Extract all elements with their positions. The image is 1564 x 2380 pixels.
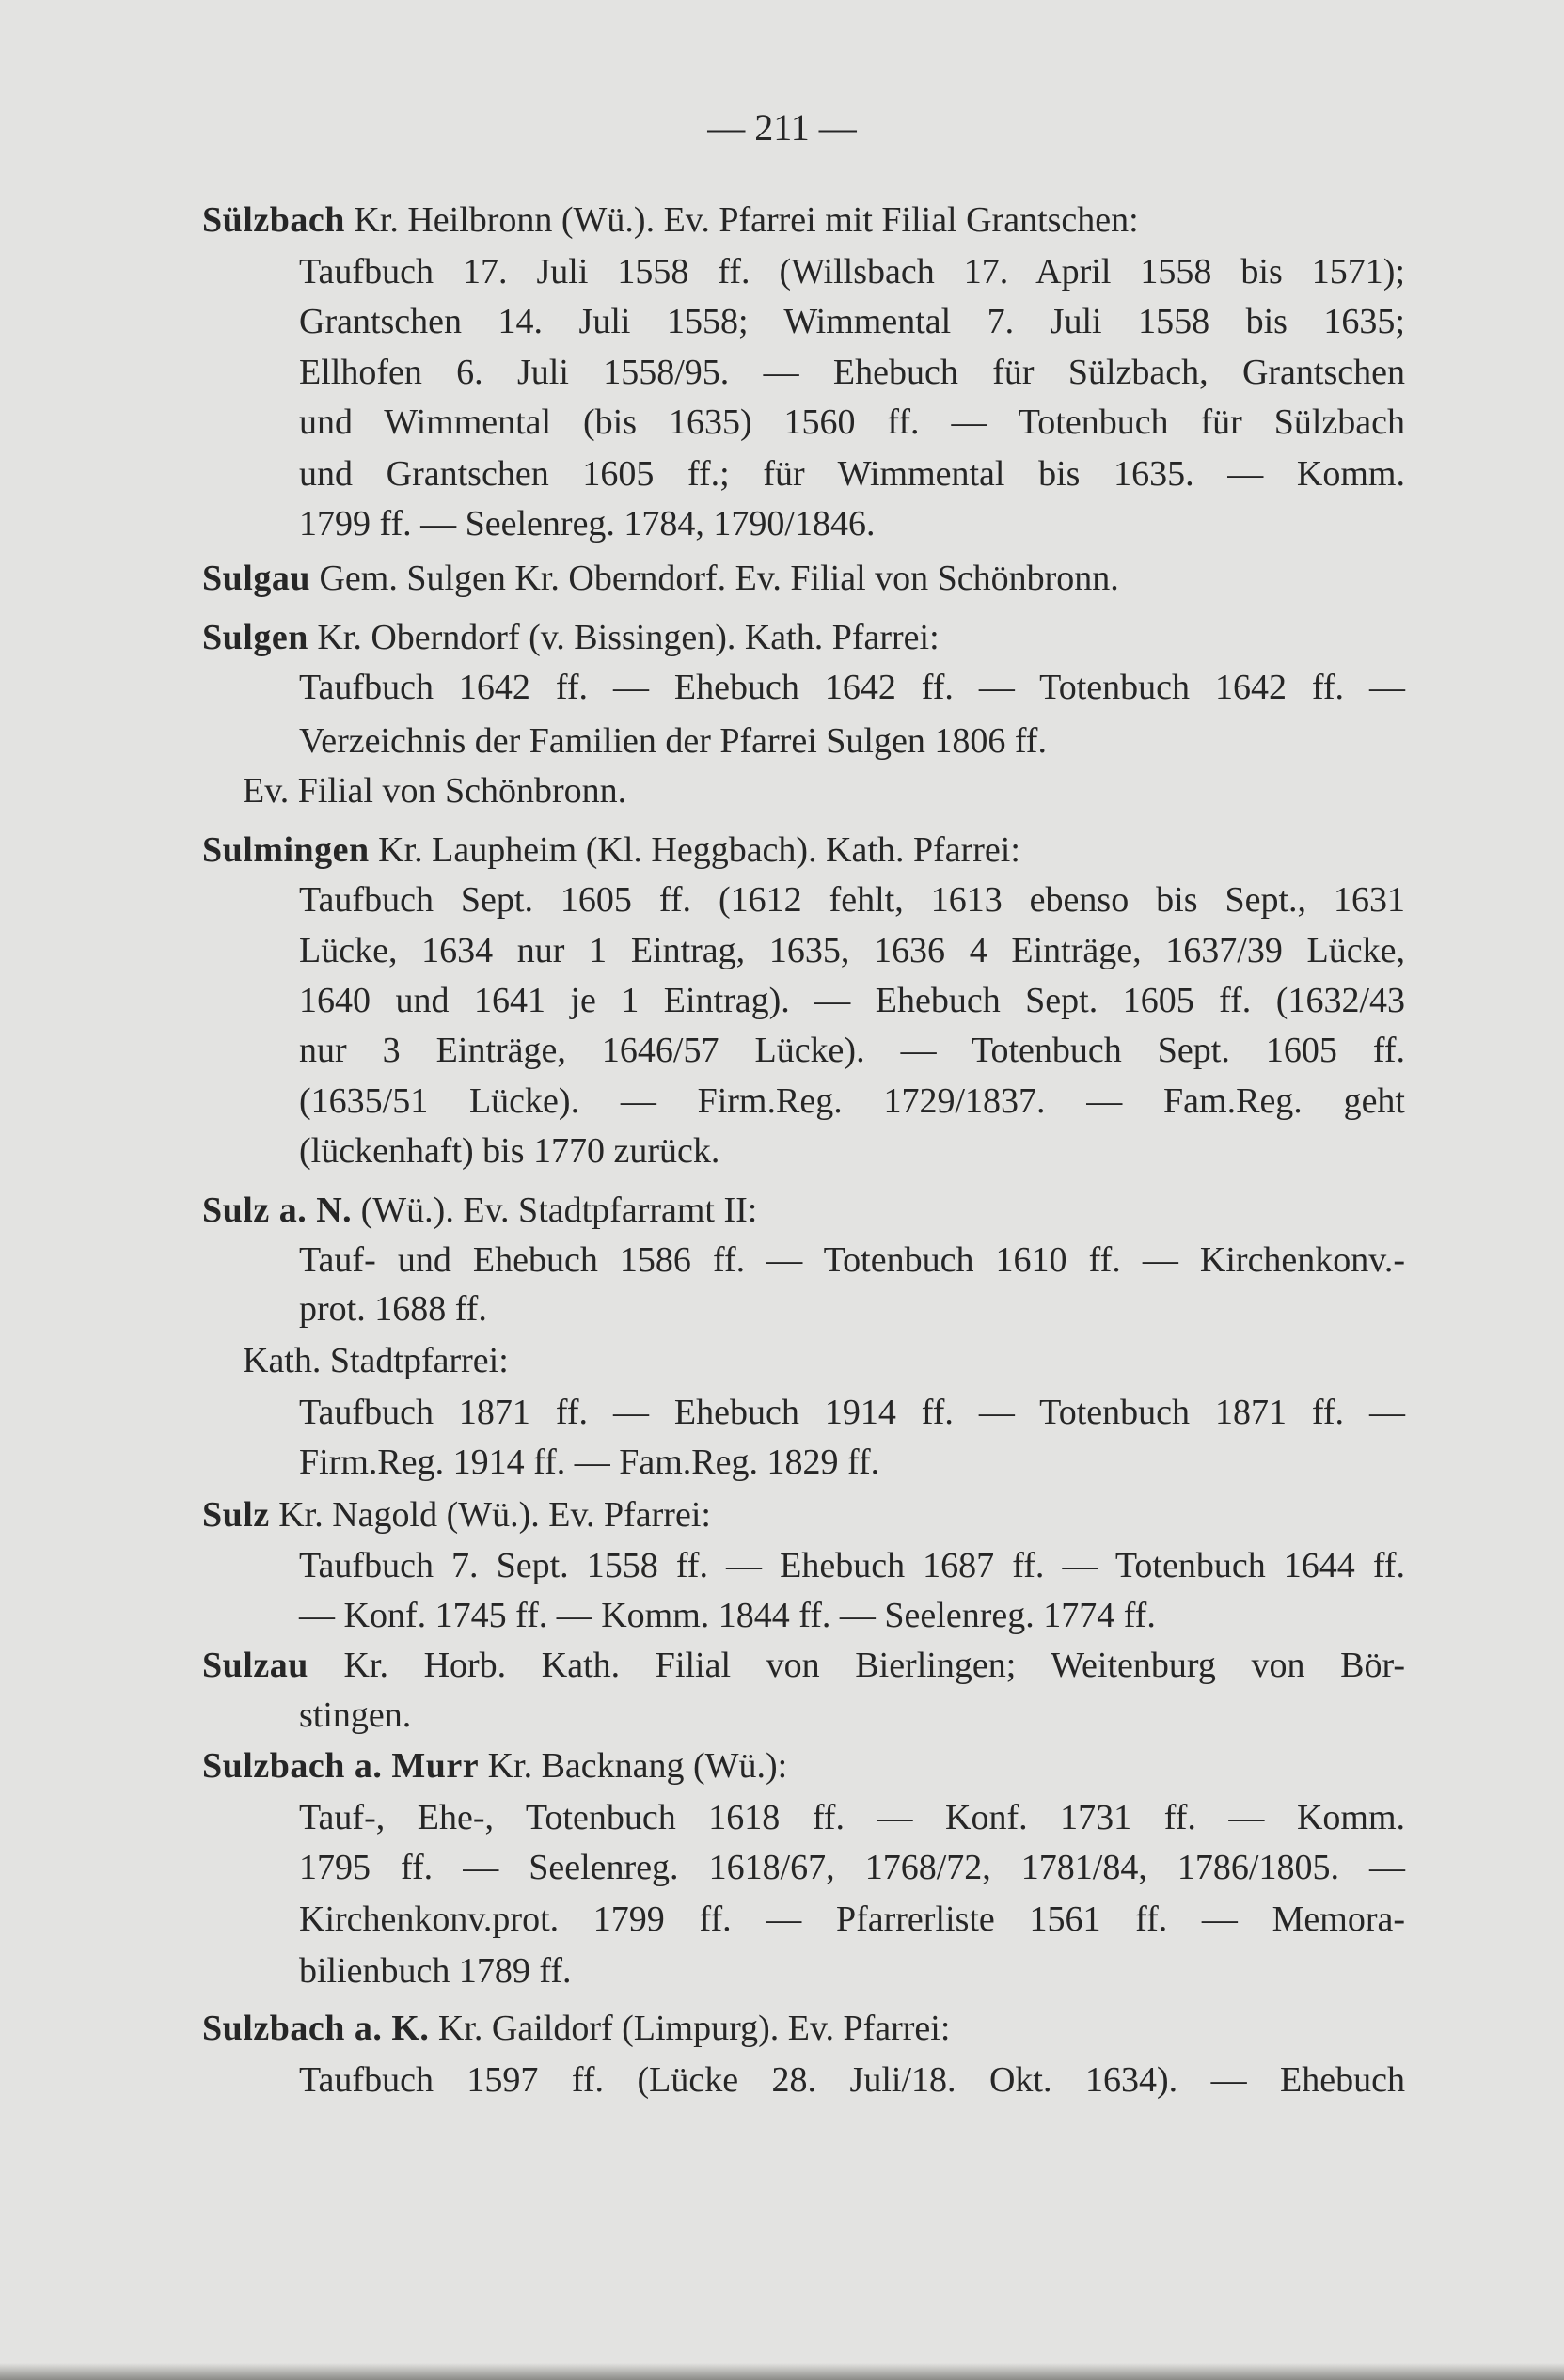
entry-text: Kr. Heilbronn (Wü.). Ev. Pfarrei mit Filial Grantschen:	[344, 200, 1139, 240]
entry-text: Kr. Gaildorf (Limpurg). Ev. Pfarrei:	[429, 2009, 951, 2048]
entry-text: stingen.	[299, 1695, 412, 1735]
entry-text: Taufbuch 1642 ff. — Ehebuch 1642 ff. — Totenbuch 1642 ff. —	[299, 668, 1405, 707]
entry-line	[299, 349, 1405, 396]
place-name: Sulz	[202, 1495, 270, 1535]
entry-line	[299, 298, 1405, 345]
entry-line	[299, 1947, 572, 1994]
entry-text: Taufbuch 1597 ff. (Lücke 28. Juli/18. Okt. 1634). — Ehebuch	[299, 2060, 1405, 2100]
entry-line	[299, 248, 1405, 295]
place-name: Sulgen	[202, 618, 308, 657]
entry-text: Kr. Horb. Kath. Filial von Bierlingen; Weitenburg von Bör-	[308, 1646, 1405, 1685]
entry-line	[299, 2057, 1405, 2104]
entry-line	[299, 500, 876, 547]
entry-text: — Konf. 1745 ff. — Komm. 1844 ff. — Seelenreg. 1774 ff.	[299, 1596, 1156, 1635]
entry-heading-line	[202, 1742, 787, 1789]
entry-line	[299, 1078, 1405, 1125]
entry-text: Kr. Nagold (Wü.). Ev. Pfarrei:	[269, 1495, 711, 1535]
entry-text: Ev. Filial von Schönbronn.	[243, 771, 627, 811]
entry-text: Gem. Sulgen Kr. Oberndorf. Ev. Filial von Schönbronn.	[309, 559, 1119, 598]
entry-text: Taufbuch 1871 ff. — Ehebuch 1914 ff. — Totenbuch 1871 ff. —	[299, 1393, 1405, 1432]
entry-line	[299, 1285, 487, 1332]
entry-text: Ellhofen 6. Juli 1558/95. — Ehebuch für Sülzbach, Grantschen	[299, 353, 1405, 392]
entry-text: Kr. Laupheim (Kl. Heggbach). Kath. Pfarrei:	[369, 830, 1020, 870]
entry-line	[299, 1794, 1405, 1841]
entry-text: 1799 ff. — Seelenreg. 1784, 1790/1846.	[299, 504, 876, 544]
entry-heading-line	[202, 614, 940, 661]
entry-text: 1795 ff. — Seelenreg. 1618/67, 1768/72, 1781/84, 1786/1805. —	[299, 1848, 1405, 1887]
entry-heading-line	[202, 1187, 757, 1234]
place-name: Sulz a. N.	[202, 1190, 353, 1230]
entry-text: (Wü.). Ev. Stadtpfarramt II:	[352, 1190, 758, 1230]
entry-heading-line	[202, 197, 1139, 244]
entry-text: prot. 1688 ff.	[299, 1289, 487, 1329]
entry-heading-line	[202, 1642, 1405, 1689]
entry-line	[299, 399, 1405, 446]
entry-text: (lückenhaft) bis 1770 zurück.	[299, 1131, 720, 1171]
place-name: Sulzau	[202, 1646, 308, 1685]
entry-line	[299, 717, 1047, 764]
entry-text: Kr. Backnang (Wü.):	[479, 1746, 788, 1786]
entry-text: Tauf- und Ehebuch 1586 ff. — Totenbuch 1610 ff. — Kirchenkonv.-	[299, 1240, 1405, 1280]
entry-text: und Grantschen 1605 ff.; für Wimmental bis 1635. — Komm.	[299, 454, 1405, 494]
entry-line	[243, 767, 626, 814]
entry-text: Grantschen 14. Juli 1558; Wimmental 7. Juli 1558 bis 1635;	[299, 302, 1405, 341]
entry-line	[299, 927, 1405, 974]
entry-heading-line	[202, 2005, 950, 2052]
entry-text: nur 3 Einträge, 1646/57 Lücke). — Totenbuch Sept. 1605 ff.	[299, 1031, 1405, 1070]
entry-heading-line	[202, 1491, 711, 1538]
page-number: — 211 —	[707, 106, 857, 149]
entry-line	[299, 1027, 1405, 1074]
entry-text: Tauf-, Ehe-, Totenbuch 1618 ff. — Konf. 1731 ff. — Komm.	[299, 1798, 1405, 1837]
entry-text: Kirchenkonv.prot. 1799 ff. — Pfarrerliste 1561 ff. — Memora-	[299, 1899, 1405, 1939]
entry-text: Lücke, 1634 nur 1 Eintrag, 1635, 1636 4 Einträge, 1637/39 Lücke,	[299, 931, 1405, 970]
entry-text: bilienbuch 1789 ff.	[299, 1951, 572, 1991]
place-name: Sulzbach a. K.	[202, 2009, 430, 2048]
entry-line	[299, 1592, 1156, 1639]
place-name: Sulmingen	[202, 830, 370, 870]
page-edge-shadow	[0, 2363, 1564, 2380]
entry-line	[299, 1439, 879, 1486]
entry-text: Kr. Oberndorf (v. Bissingen). Kath. Pfarrei:	[308, 618, 940, 657]
entry-heading-line	[202, 555, 1119, 602]
entry-text: Taufbuch Sept. 1605 ff. (1612 fehlt, 1613 ebenso bis Sept., 1631	[299, 880, 1405, 920]
entry-text: 1640 und 1641 je 1 Eintrag). — Ehebuch Sept. 1605 ff. (1632/43	[299, 981, 1405, 1020]
entry-text: Kath. Stadtpfarrei:	[243, 1341, 509, 1380]
entry-line	[299, 664, 1405, 711]
place-name: Sülzbach	[202, 200, 345, 240]
entry-line	[299, 1896, 1405, 1943]
entry-line	[299, 1542, 1405, 1589]
entry-line	[299, 876, 1405, 923]
entry-text: Taufbuch 17. Juli 1558 ff. (Willsbach 17. April 1558 bis 1571);	[299, 252, 1405, 292]
entry-text: (1635/51 Lücke). — Firm.Reg. 1729/1837. — Fam.Reg. geht	[299, 1081, 1405, 1121]
entry-line	[299, 1237, 1405, 1284]
entry-line	[299, 450, 1405, 497]
entry-line	[299, 1127, 719, 1174]
entry-text: Verzeichnis der Familien der Pfarrei Sulgen 1806 ff.	[299, 721, 1047, 761]
entry-text: Taufbuch 7. Sept. 1558 ff. — Ehebuch 1687 ff. — Totenbuch 1644 ff.	[299, 1546, 1405, 1585]
entry-line	[299, 1389, 1405, 1436]
entry-line	[243, 1337, 509, 1384]
place-name: Sulzbach a. Murr	[202, 1746, 480, 1786]
entry-text: Firm.Reg. 1914 ff. — Fam.Reg. 1829 ff.	[299, 1442, 880, 1482]
entry-line	[299, 977, 1405, 1024]
entry-heading-line	[202, 827, 1020, 874]
entry-line	[299, 1844, 1405, 1891]
entry-line	[299, 1692, 411, 1739]
place-name: Sulgau	[202, 559, 310, 598]
entry-text: und Wimmental (bis 1635) 1560 ff. — Totenbuch für Sülzbach	[299, 402, 1405, 442]
